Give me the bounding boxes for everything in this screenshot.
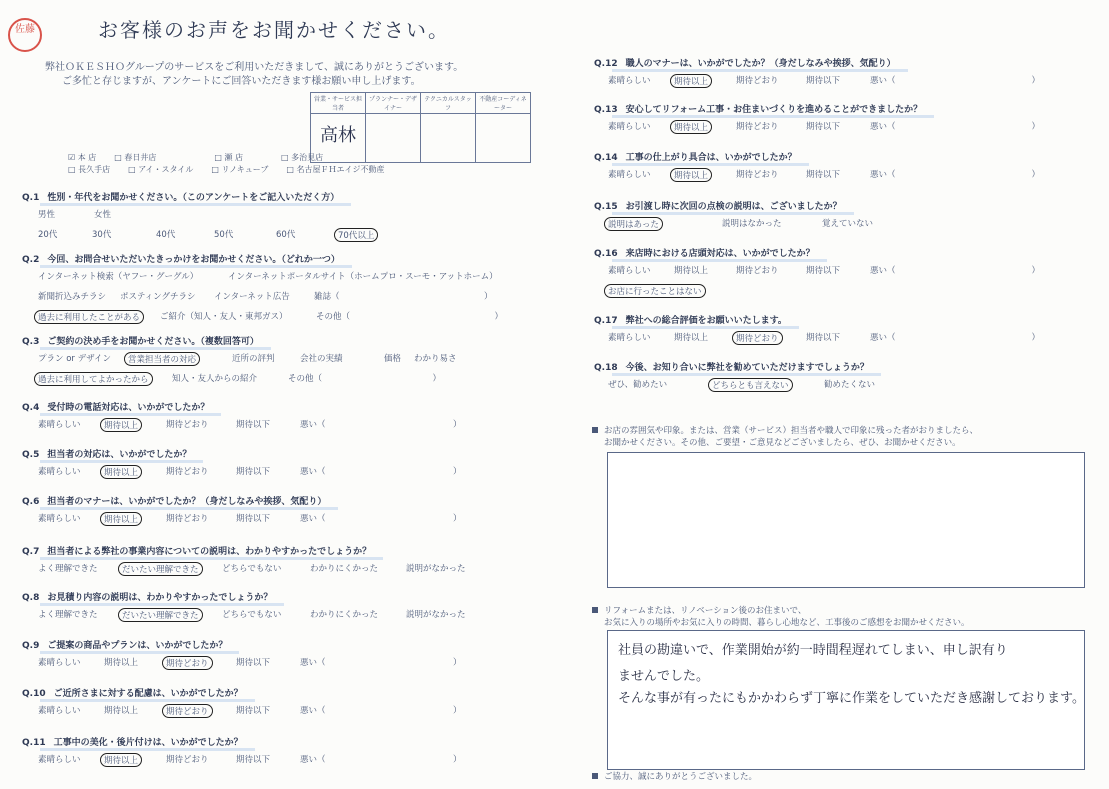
question-q17 <box>594 313 787 326</box>
answer-option[interactable]: 素晴らしい <box>608 122 651 132</box>
store-option[interactable]: □ 瀬 店 <box>214 153 244 162</box>
store-option[interactable]: □ 春日井店 <box>114 153 157 162</box>
question-number: Q.15 <box>594 202 618 212</box>
intro-line-1: 弊社ＯＫＥＳＨＯグループのサービスをご利用いただきまして、誠にありがとうございます。 <box>45 62 464 73</box>
answer-option[interactable]: わかり易さ <box>414 354 457 364</box>
answer-option[interactable]: わかりにくかった <box>310 610 379 620</box>
handwritten-note-line-1: 社員の勘違いで、作業開始が約一時間程遅れてしまい、申し訳有り <box>618 643 1008 658</box>
answer-option[interactable]: 勧めたくない <box>824 380 876 390</box>
handwritten-note-line-2: ませんでした。 <box>618 669 710 684</box>
answer-option[interactable]: 期待どおり <box>166 420 209 430</box>
answer-option[interactable]: 期待以上 <box>100 753 142 767</box>
store-option[interactable]: □ リノキューブ <box>211 165 269 174</box>
staff-header-sales: 営業・サービス担当者 <box>311 93 366 114</box>
question-q13 <box>594 102 922 115</box>
question-number: Q.9 <box>22 641 40 651</box>
answer-option[interactable]: 期待以上 <box>100 418 142 432</box>
answer-option[interactable]: 価格 <box>384 354 402 364</box>
answer-option[interactable]: 50代 <box>214 230 234 240</box>
answer-option[interactable]: 女性 <box>94 210 112 220</box>
store-option[interactable]: □ アイ・スタイル <box>128 165 194 174</box>
question-q2 <box>22 252 340 265</box>
answer-option[interactable]: だいたい理解できた <box>118 562 203 576</box>
answer-option[interactable]: どちらとも言えない <box>708 378 793 392</box>
question-text: お引渡し時に次回の点検の説明は、ございましたか？ <box>625 202 842 212</box>
answer-option[interactable]: 期待以上 <box>670 74 712 88</box>
question-number: Q.13 <box>594 105 618 115</box>
answer-option[interactable]: ご紹介（知人・友人・東邦ガス） <box>160 312 288 322</box>
answer-option[interactable]: 期待以下 <box>236 755 271 765</box>
question-text: 職人のマナーは、いかがでしたか？（身だしなみや挨拶、気配り） <box>625 59 896 69</box>
question-text: 弊社への総合評価をお願いいたします。 <box>625 316 787 326</box>
question-q4 <box>22 400 209 413</box>
question-underline <box>40 265 352 268</box>
answer-option[interactable]: 期待どおり <box>166 467 209 477</box>
answer-option[interactable]: 30代 <box>92 230 112 240</box>
answer-option[interactable]: 過去に利用したことがある <box>34 310 144 324</box>
answer-option[interactable]: 男性 <box>38 210 56 220</box>
answer-option[interactable]: 素晴らしい <box>608 266 651 276</box>
bullet-square-icon <box>592 773 598 779</box>
store-option[interactable]: □ 長久手店 <box>68 165 111 174</box>
answer-option[interactable]: どちらでもない <box>222 564 282 574</box>
question-number: Q.8 <box>22 593 40 603</box>
answer-option[interactable]: 悪い（ ） <box>870 170 1041 180</box>
answer-option[interactable]: インターネット広告 <box>214 292 290 302</box>
answer-option[interactable]: どちらでもない <box>222 610 282 620</box>
answer-option[interactable]: 期待どおり <box>732 331 783 345</box>
answer-option[interactable]: 説明がなかった <box>406 564 466 574</box>
answer-option[interactable]: 悪い（ ） <box>300 514 462 524</box>
question-text: 受付時の電話対応は、いかがでしたか？ <box>47 403 210 413</box>
answer-option[interactable]: 40代 <box>156 230 176 240</box>
question-underline <box>40 748 255 751</box>
answer-option[interactable]: 期待以上 <box>674 333 709 343</box>
question-q11 <box>22 735 243 748</box>
question-text: 安心してリフォーム工事・お住まいづくりを進めることができましたか？ <box>625 105 923 115</box>
answer-option[interactable]: 期待どおり <box>162 656 213 670</box>
sales-staff-name: 高林 <box>320 125 356 146</box>
answer-option[interactable]: 過去に利用してよかったから <box>34 372 153 386</box>
staff-technical-cell[interactable] <box>421 114 476 163</box>
store-row-2 <box>68 164 403 175</box>
question-underline <box>612 115 934 118</box>
answer-option[interactable]: 悪い（ ） <box>870 122 1041 132</box>
question-q14 <box>594 150 797 163</box>
question-number: Q.5 <box>22 450 40 460</box>
answer-option[interactable]: 期待以下 <box>236 658 271 668</box>
store-option[interactable]: □ 名古屋ＦＨエイジ不動産 <box>286 165 385 174</box>
answer-option[interactable]: 悪い（ ） <box>870 266 1041 276</box>
answer-option[interactable]: 近所の評判 <box>232 354 275 364</box>
answer-option[interactable]: 会社の実績 <box>300 354 343 364</box>
question-q1 <box>22 190 339 203</box>
footer-thanks: ご協力、誠にありがとうございました。 <box>592 770 757 782</box>
answer-option[interactable]: 期待以下 <box>806 266 841 276</box>
question-underline <box>40 460 203 463</box>
staff-table <box>310 92 531 163</box>
bullet-square-icon <box>592 427 598 433</box>
question-number: Q.17 <box>594 316 618 326</box>
answer-option[interactable]: 覚えていない <box>822 219 874 229</box>
answer-option[interactable]: 60代 <box>276 230 296 240</box>
answer-option[interactable]: 説明はあった <box>604 217 663 231</box>
question-underline <box>612 69 908 72</box>
question-underline <box>40 699 255 702</box>
question-text: 来店時における店頭対応は、いかがでしたか？ <box>625 249 815 259</box>
answer-option[interactable]: その他（ ） <box>316 312 504 322</box>
question-underline <box>40 651 239 654</box>
question-text: 性別・年代をお聞かせください。（このアンケートをご記入いただく方） <box>47 193 340 203</box>
question-q6 <box>22 494 326 507</box>
question-underline <box>40 603 284 606</box>
answer-option[interactable]: 素晴らしい <box>608 76 651 86</box>
question-text: 担当者による弊社の事業内容についての説明は、わかりやすかったでしょうか？ <box>47 547 372 557</box>
question-q16 <box>594 246 815 259</box>
answer-option[interactable]: 期待以上 <box>670 168 712 182</box>
question-number: Q.12 <box>594 59 618 69</box>
answer-option[interactable]: 悪い（ ） <box>300 467 462 477</box>
answer-option[interactable]: プラン or デザイン <box>38 354 112 364</box>
staff-header-realestate: 不動産コーディネーター <box>476 93 531 114</box>
answer-option[interactable]: 素晴らしい <box>38 755 81 765</box>
question-text: 工事の仕上がり具合は、いかがでしたか？ <box>625 153 797 163</box>
answer-option[interactable]: 期待以下 <box>806 76 841 86</box>
answer-option[interactable]: 期待どおり <box>166 514 209 524</box>
store-row-1 <box>68 152 341 163</box>
section1-answer-box[interactable] <box>607 452 1085 588</box>
question-underline <box>40 413 221 416</box>
answer-option[interactable]: だいたい理解できた <box>118 608 203 622</box>
answer-option[interactable]: 期待以上 <box>104 706 139 716</box>
answer-option[interactable]: 期待以下 <box>806 333 841 343</box>
answer-option[interactable]: 素晴らしい <box>38 658 81 668</box>
question-q3 <box>22 334 259 347</box>
store-option[interactable]: □ 多治見店 <box>281 153 324 162</box>
handwritten-note-line-3: そんな事が有ったにもかかわらず丁寧に作業をしていただき感謝しております。 <box>618 691 1085 706</box>
answer-option[interactable]: 説明がなかった <box>406 610 466 620</box>
answer-option[interactable]: 新聞折込みチラシ <box>38 292 107 302</box>
answer-option[interactable]: 期待以下 <box>236 467 271 477</box>
answer-option[interactable]: 素晴らしい <box>38 706 81 716</box>
approval-stamp: 佐藤 <box>8 18 42 52</box>
answer-option[interactable]: 期待以下 <box>236 420 271 430</box>
question-q7 <box>22 544 371 557</box>
answer-option[interactable]: 期待以上 <box>674 266 709 276</box>
answer-option[interactable]: 悪い（ ） <box>870 76 1041 86</box>
staff-planner-cell[interactable] <box>366 114 421 163</box>
question-q12 <box>594 56 896 69</box>
answer-option[interactable]: 期待以下 <box>236 514 271 524</box>
answer-option[interactable]: よく理解できた <box>38 564 98 574</box>
answer-option[interactable]: 期待どおり <box>166 755 209 765</box>
answer-option[interactable]: 期待以下 <box>806 170 841 180</box>
answer-option[interactable]: 素晴らしい <box>38 514 81 524</box>
intro-line-2: ご多忙と存じますが、アンケートにご回答いただきます様お願い申し上げます。 <box>62 76 421 87</box>
answer-option[interactable]: 素晴らしい <box>608 333 651 343</box>
question-text: 担当者のマナーは、いかがでしたか？（身だしなみや挨拶、気配り） <box>47 497 327 507</box>
question-q18 <box>594 360 869 373</box>
survey-title: お客様のお声をお聞かせください。 <box>98 18 450 42</box>
answer-option[interactable]: ぜひ、勧めたい <box>608 380 668 390</box>
answer-option[interactable]: 期待どおり <box>736 122 779 132</box>
question-q10 <box>22 686 243 699</box>
question-text: ご近所さまに対する配慮は、いかがでしたか？ <box>53 689 243 699</box>
answer-option[interactable]: 悪い（ ） <box>300 706 462 716</box>
question-text: 今回、お問合せいただいたきっかけをお聞かせください。（どれか一つ） <box>47 255 340 265</box>
answer-option[interactable]: 期待以上 <box>670 120 712 134</box>
answer-option[interactable]: 素晴らしい <box>38 467 81 477</box>
staff-realestate-cell[interactable] <box>476 114 531 163</box>
answer-option[interactable]: お店に行ったことはない <box>604 284 706 298</box>
staff-header-planner: プランナー・デザイナー <box>366 93 421 114</box>
answer-option[interactable]: 期待以下 <box>806 122 841 132</box>
answer-option[interactable]: 悪い（ ） <box>300 755 462 765</box>
answer-option[interactable]: 悪い（ ） <box>870 333 1041 343</box>
question-underline <box>40 347 271 350</box>
store-option[interactable]: ☑ 本 店 <box>68 153 97 162</box>
question-text: 担当者の対応は、いかがでしたか？ <box>47 450 192 460</box>
bullet-square-icon <box>592 607 598 613</box>
question-underline <box>612 163 809 166</box>
question-text: ご契約の決め手をお聞かせください。（複数回答可） <box>47 337 259 347</box>
question-number: Q.14 <box>594 153 618 163</box>
answer-option[interactable]: 雑誌（ ） <box>314 292 493 302</box>
question-underline <box>612 212 854 215</box>
question-number: Q.4 <box>22 403 40 413</box>
answer-option[interactable]: よく理解できた <box>38 610 98 620</box>
answer-option[interactable]: 期待どおり <box>736 76 779 86</box>
question-text: 今後、お知り合いに弊社を勧めていただけますでしょうか？ <box>625 363 869 373</box>
answer-option[interactable]: 期待以上 <box>104 658 139 668</box>
answer-option[interactable]: 営業担当者の対応 <box>124 352 200 366</box>
answer-option[interactable]: 期待どおり <box>736 170 779 180</box>
answer-option[interactable]: インターネット検索（ヤフー・グーグル） <box>38 272 199 282</box>
question-text: 工事中の美化・後片付けは、いかがでしたか？ <box>53 738 243 748</box>
question-number: Q.2 <box>22 255 40 265</box>
answer-option[interactable]: 素晴らしい <box>38 420 81 430</box>
answer-option[interactable]: 知人・友人からの紹介 <box>172 374 258 384</box>
question-text: ご提案の商品やプランは、いかがでしたか？ <box>47 641 228 651</box>
question-number: Q.10 <box>22 689 46 699</box>
question-underline <box>40 203 351 206</box>
question-number: Q.7 <box>22 547 40 557</box>
answer-option[interactable]: 70代以上 <box>334 228 378 242</box>
question-underline <box>40 507 338 510</box>
question-number: Q.3 <box>22 337 40 347</box>
question-number: Q.11 <box>22 738 46 748</box>
question-underline <box>612 326 799 329</box>
question-number: Q.18 <box>594 363 618 373</box>
answer-option[interactable]: わかりにくかった <box>310 564 379 574</box>
answer-option[interactable]: 悪い（ ） <box>300 658 462 668</box>
question-text: お見積り内容の説明は、わかりやすかったでしょうか？ <box>47 593 273 603</box>
staff-header-technical: テクニカルスタッフ <box>421 93 476 114</box>
answer-option[interactable]: 期待以下 <box>236 706 271 716</box>
section2-answer-box[interactable] <box>607 630 1085 770</box>
question-number: Q.6 <box>22 497 40 507</box>
answer-option[interactable]: 期待以上 <box>100 512 142 526</box>
question-underline <box>612 259 827 262</box>
question-underline <box>612 373 881 376</box>
answer-option[interactable]: 期待どおり <box>736 266 779 276</box>
answer-option[interactable]: 素晴らしい <box>608 170 651 180</box>
question-q8 <box>22 590 272 603</box>
answer-option[interactable]: 期待どおり <box>162 704 213 718</box>
question-number: Q.1 <box>22 193 40 203</box>
section2-prompt: リフォームまたは、リノベーション後のお住まいで、 お気に入りの場所やお気に入りの時間、暮らし心地など、工事後のご感想をお聞かせください。 <box>592 604 970 628</box>
question-q5 <box>22 447 191 460</box>
answer-option[interactable]: 説明はなかった <box>722 219 782 229</box>
question-q9 <box>22 638 227 651</box>
answer-option[interactable]: 悪い（ ） <box>300 420 462 430</box>
answer-option[interactable]: 期待以上 <box>100 465 142 479</box>
question-q15 <box>594 199 842 212</box>
answer-option[interactable]: ポスティングチラシ <box>120 292 196 302</box>
answer-option[interactable]: インターネットポータルサイト（ホームプロ・スーモ・アットホーム） <box>228 272 498 282</box>
answer-option[interactable]: その他（ ） <box>288 374 442 384</box>
section1-prompt: お店の雰囲気や印象。または、営業（サービス）担当者や職人で印象に残った者がおりましたら、 お聞かせください。その他、ご要望・ご意見などございましたら、ぜひ、お聞かせください。 <box>592 424 978 448</box>
question-number: Q.16 <box>594 249 618 259</box>
answer-option[interactable]: 20代 <box>38 230 58 240</box>
question-underline <box>40 557 383 560</box>
